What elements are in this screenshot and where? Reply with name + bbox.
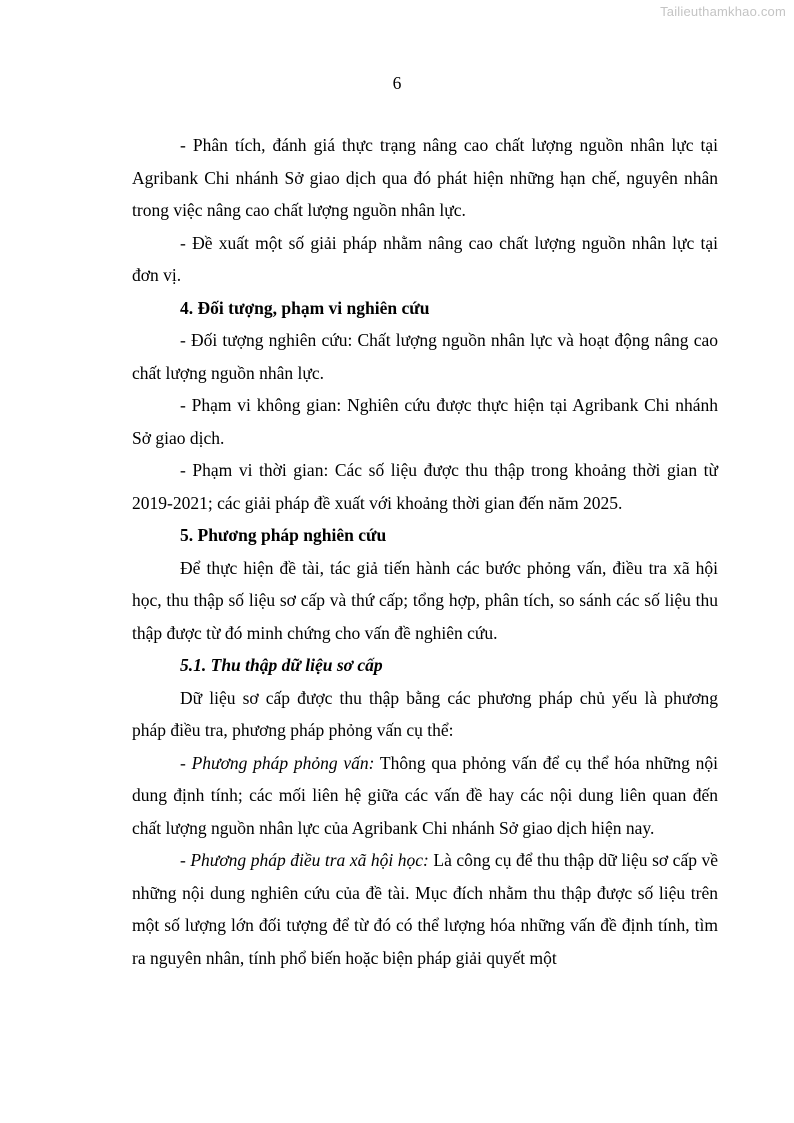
survey-method-text: Là công cụ để thu thập dữ liệu sơ cấp về những nội dung nghiên cứu của đề tài. Mục đích nhằm thu thập được số liệu trên một số lượng lớn đối tượng để từ đó có thể lượng hóa những vấn đề định tính, tìm ra nguyên nhân, tính phổ biến hoặc biện pháp giải quyết một — [132, 850, 719, 968]
interview-method-label: Phương pháp phỏng vấn: — [191, 752, 375, 773]
heading-section-4: 4. Đối tượng, phạm vi nghiên cứu — [180, 297, 430, 318]
paragraph-interview-method — [132, 747, 718, 845]
interview-method-text: Thông qua phỏng vấn để cụ thể hóa những nội dung định tính; các mối liên hệ giữa các vấn đề hay các nội dung liên quan đến chất lượng nguồn nhân lực của Agribank Chi nhánh Sở giao dịch hiện nay. — [132, 752, 719, 838]
heading-section-5: 5. Phương pháp nghiên cứu — [180, 525, 387, 545]
paragraph-primary-data: Dữ liệu sơ cấp được thu thập bằng các phương pháp chủ yếu là phương pháp điều tra, phương pháp phỏng vấn cụ thể: — [132, 687, 718, 740]
watermark: Tailieuthamkhao.com — [660, 4, 786, 19]
paragraph-proposal: - Đề xuất một số giải pháp nhằm nâng cao chất lượng nguồn nhân lực tại đơn vị. — [132, 232, 718, 285]
paragraph-spatial-scope: - Phạm vi không gian: Nghiên cứu được thực hiện tại Agribank Chi nhánh Sở giao dịch. — [132, 395, 718, 448]
paragraph-time-scope: - Phạm vi thời gian: Các số liệu được thu thập trong khoảng thời gian từ 2019-2021; các giải pháp đề xuất với khoảng thời gian đến năm 2025. — [132, 460, 718, 513]
interview-prefix: - — [180, 752, 192, 773]
document-body — [132, 129, 718, 974]
heading-section-5-1: 5.1. Thu thập dữ liệu sơ cấp — [180, 655, 383, 675]
paragraph-methods-intro: Để thực hiện đề tài, tác giả tiến hành các bước phỏng vấn, điều tra xã hội học, thu thập số liệu sơ cấp và thứ cấp; tổng hợp, phân tích, so sánh các số liệu thu thập được từ đó minh chứng cho vấn đề nghiên cứu. — [132, 557, 718, 643]
paragraph-survey-method — [132, 844, 718, 974]
page-number: 6 — [392, 73, 402, 93]
survey-method-label: - Phương pháp điều tra xã hội học: — [180, 850, 429, 870]
paragraph-research-object: - Đối tượng nghiên cứu: Chất lượng nguồn nhân lực và hoạt động nâng cao chất lượng nguồn nhân lực. — [132, 330, 718, 383]
paragraph-analysis: - Phân tích, đánh giá thực trạng nâng cao chất lượng nguồn nhân lực tại Agribank Chi nhánh Sở giao dịch qua đó phát hiện những hạn chế, nguyên nhân trong việc nâng cao chất lượng nguồn nhân lực. — [132, 135, 718, 220]
